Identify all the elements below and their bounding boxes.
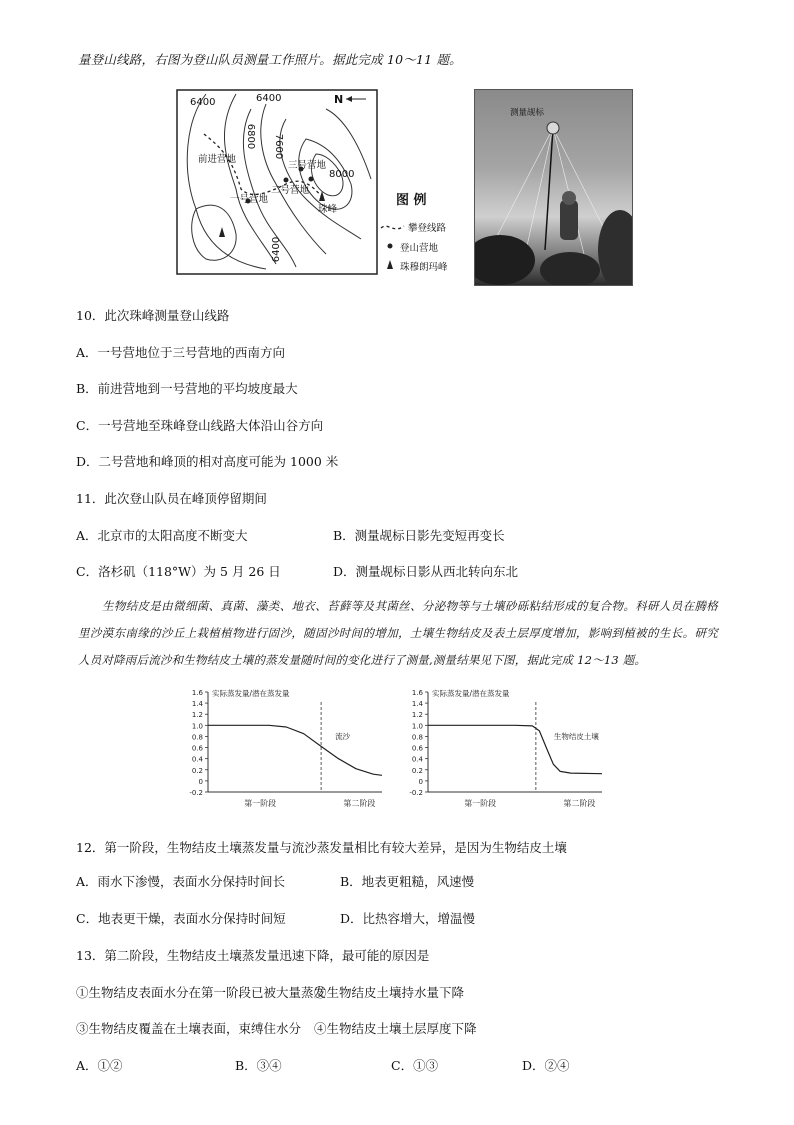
- series-label: 流沙: [335, 732, 351, 742]
- legend-peak: 珠穆朗玛峰: [400, 262, 448, 273]
- q11-option-d: D．测量觇标日影从西北转向东北: [333, 564, 519, 579]
- chart-quicksand-svg: [180, 684, 390, 814]
- q13-option-c: C．①③: [391, 1058, 439, 1073]
- q13-statement-4: ④生物结皮土壤土层厚度下降: [314, 1021, 477, 1036]
- legend-camp: 登山营地: [400, 243, 439, 254]
- q13-option-d: D．②④: [522, 1058, 570, 1073]
- y-tick-label: 1.4: [191, 700, 203, 709]
- chart-title: 实际蒸发量/潜在蒸发量: [432, 689, 510, 698]
- y-tick-label: 1.2: [191, 711, 203, 720]
- contour-label: 6400: [190, 97, 216, 108]
- y-tick-label: -0.2: [409, 789, 423, 797]
- q12-stem: 12．第一阶段，生物结皮土壤蒸发量与流沙蒸发量相比有较大差异，是因为生物结皮土壤: [76, 840, 567, 855]
- x-category-label: 第一阶段: [464, 799, 497, 808]
- q11-option-c: C．洛杉矶（118°W）为 5 月 26 日: [76, 564, 281, 579]
- q13-statement-1: ①生物结皮表面水分在第一阶段已被大量蒸发: [76, 985, 327, 1000]
- q11-option-b: B．测量觇标日影先变短再变长: [333, 528, 505, 543]
- q13-statement-3: ③生物结皮覆盖在土壤表面，束缚住水分: [76, 1021, 302, 1036]
- y-tick-label: 0.2: [191, 766, 203, 775]
- q13-option-b: B．③④: [235, 1058, 282, 1073]
- survey-photo: [474, 89, 633, 286]
- y-tick-label: 0: [198, 777, 203, 786]
- q12-option-b: B．地表更粗糙，风速慢: [340, 874, 475, 889]
- y-tick-label: 0.2: [411, 766, 423, 775]
- q13-stem: 13．第二阶段，生物结皮土壤蒸发量迅速下降，最可能的原因是: [76, 948, 430, 963]
- q13-statement-2: ②生物结皮土壤持水量下降: [314, 985, 465, 1000]
- y-tick-label: 0.8: [411, 733, 423, 742]
- camp-label-three: 三号营地: [288, 160, 327, 171]
- y-tick-label: 1.0: [191, 722, 203, 731]
- q11-option-a: A．北京市的太阳高度不断变大: [76, 528, 248, 543]
- x-category-label: 第二阶段: [343, 799, 376, 808]
- camp-label-two: 二号营地: [271, 185, 310, 196]
- chart-biocrust: [400, 684, 610, 814]
- y-tick-label: 1.6: [411, 689, 423, 697]
- contour-label: 6800: [245, 123, 257, 150]
- y-tick-label: 0.6: [411, 744, 423, 753]
- camp-label-forward: 前进营地: [198, 154, 237, 165]
- legend-route: 攀登线路: [408, 223, 447, 234]
- peak-label: 珠峰: [318, 204, 338, 215]
- q13-option-a: A．①②: [76, 1058, 123, 1073]
- y-tick-label: 0.4: [411, 755, 423, 764]
- camp-label-one: 一号营地: [230, 194, 269, 205]
- q12-option-c: C．地表更干燥，表面水分保持时间短: [76, 911, 286, 926]
- x-category-label: 第二阶段: [563, 799, 596, 808]
- y-tick-label: 1.6: [191, 689, 203, 697]
- north-label: N: [334, 93, 344, 106]
- contour-label: 7600: [273, 133, 285, 160]
- y-tick-label: 0.6: [191, 744, 203, 753]
- y-tick-label: 1.0: [411, 722, 423, 731]
- q10-stem: 10．此次珠峰测量登山线路: [76, 308, 230, 323]
- q11-stem: 11．此次登山队员在峰顶停留期间: [76, 491, 267, 506]
- y-tick-label: -0.2: [189, 789, 203, 797]
- q10-option-b: B．前进营地到一号营地的平均坡度最大: [76, 381, 298, 396]
- q10-option-a: A．一号营地位于三号营地的西南方向: [76, 345, 286, 360]
- q12-option-a: A．雨水下渗慢，表面水分保持时间长: [76, 874, 286, 889]
- y-tick-label: 0.8: [191, 733, 203, 742]
- x-category-label: 第一阶段: [244, 799, 277, 808]
- chart-title: 实际蒸发量/潜在蒸发量: [212, 689, 290, 698]
- photo-label: 测量觇标: [510, 108, 545, 118]
- chart-quicksand: [180, 684, 390, 814]
- q10-option-d: D．二号营地和峰顶的相对高度可能为 1000 米: [76, 454, 339, 469]
- q10-option-c: C．一号营地至珠峰登山线路大体沿山谷方向: [76, 418, 324, 433]
- contour-label: 6400: [271, 236, 283, 263]
- chart-biocrust-svg: [400, 684, 610, 814]
- series-label: 生物结皮土壤: [553, 732, 599, 742]
- intro-text: 量登山线路，右图为登山队员测量工作照片。据此完成 10～11 题。: [78, 52, 462, 67]
- y-tick-label: 0.4: [191, 755, 203, 764]
- contour-map: [176, 89, 454, 275]
- q12-option-d: D．比热容增大，增温慢: [340, 911, 476, 926]
- contour-label: 8000: [329, 169, 355, 180]
- y-tick-label: 1.2: [411, 711, 423, 720]
- legend-title: 图 例: [396, 193, 427, 208]
- y-tick-label: 1.4: [411, 700, 423, 709]
- passage-text: 生物结皮是由微细菌、真菌、藻类、地衣、苔藓等及其菌丝、分泌物等与土壤砂砾粘结形成的复合物。科研人员在腾格里沙漠东南缘的沙丘上栽植植物进行固沙，随固沙时间的增加，土壤生物结皮及表土层厚度增加，影响到植被的生长。研究人员对降雨后流沙和生物结皮土壤的蒸发量随时间的变化进行了测量,测量结果见下图，据此完成 12～13 题。: [78, 599, 718, 667]
- contour-label: 6400: [256, 93, 282, 104]
- y-tick-label: 0: [418, 777, 423, 786]
- series-line: [208, 725, 382, 775]
